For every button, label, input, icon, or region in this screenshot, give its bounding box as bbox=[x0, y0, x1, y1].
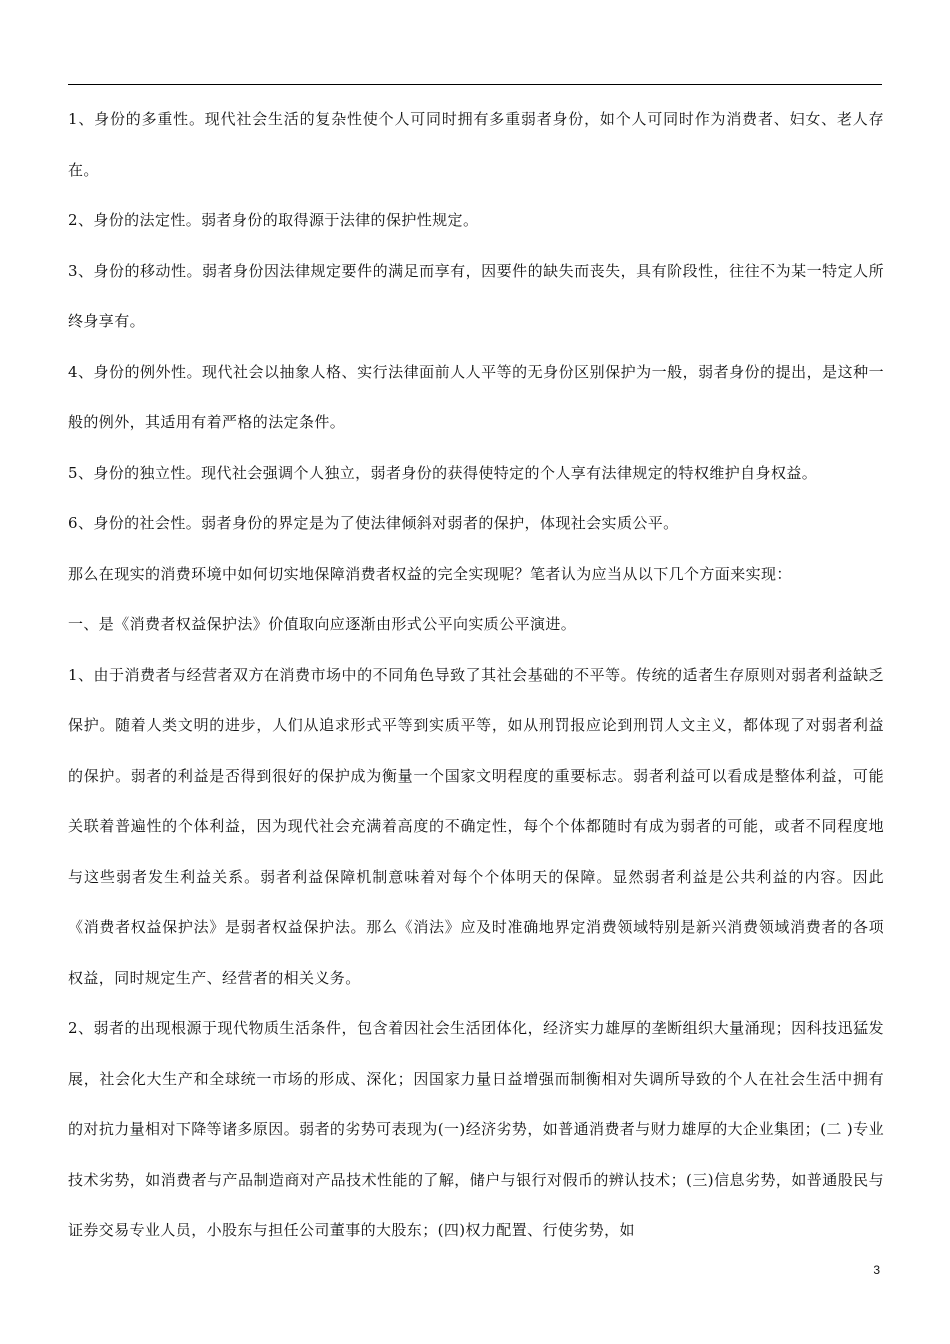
header-rule bbox=[68, 84, 882, 85]
paragraph-4: 4、身份的例外性。现代社会以抽象人格、实行法律面前人人平等的无身份区别保护为一般，弱者身份的提出，是这种一般的例外，其适用有着严格的法定条件。 bbox=[68, 362, 884, 431]
paragraph-10: 2、弱者的出现根源于现代物质生活条件，包含着因社会生活团体化，经济实力雄厚的垄断组织大量涌现；因科技迅猛发展，社会化大生产和全球统一市场的形成、深化；因国家力量日益增强而制衡相对失调所导致的个人在社会生活中拥有的对抗力量相对下降等诸多原因。弱者的劣势可表现为(一)经济劣势，如普通消费者与财力雄厚的大企业集团；(二 )专业技术劣势，如消费者与产品制造商对产品技术性能的了解，储户与银行对假币的辨认技术；(三)信息劣势，如普通股民与证券交易专业人员，小股东与担任公司董事的大股东；(四)权力配置、行使劣势，如 bbox=[68, 1019, 884, 1239]
paragraph-2: 2、身份的法定性。弱者身份的取得源于法律的保护性规定。 bbox=[68, 211, 479, 229]
paragraph-3: 3、身份的移动性。弱者身份因法律规定要件的满足而享有，因要件的缺失而丧失，具有阶段性，往往不为某一特定人所终身享有。 bbox=[68, 261, 884, 330]
paragraph-9: 1、由于消费者与经营者双方在消费市场中的不同角色导致了其社会基础的不平等。传统的适者生存原则对弱者利益缺乏保护。随着人类文明的进步，人们从追求形式平等到实质平等，如从刑罚报应论到刑罚人文主义，都体现了对弱者利益的保护。弱者的利益是否得到很好的保护成为衡量一个国家文明程度的重要标志。弱者利益可以看成是整体利益，可能关联着普遍性的个体利益，因为现代社会充满着高度的不确定性，每个个体都随时有成为弱者的可能，或者不同程度地与这些弱者发生利益关系。弱者利益保障机制意味着对每个个体明天的保障。显然弱者利益是公共利益的内容。因此《消费者权益保护法》是弱者权益保护法。那么《消法》应及时准确地界定消费领域特别是新兴消费领域消费者的各项权益，同时规定生产、经营者的相关义务。 bbox=[68, 665, 884, 987]
page-number: 3 bbox=[873, 1263, 880, 1277]
paragraph-1: 1、身份的多重性。现代社会生活的复杂性使个人可同时拥有多重弱者身份，如个人可同时作为消费者、妇女、老人存在。 bbox=[68, 110, 884, 179]
document-body bbox=[68, 94, 884, 1256]
paragraph-6: 6、身份的社会性。弱者身份的界定是为了使法律倾斜对弱者的保护，体现社会实质公平。 bbox=[68, 514, 679, 532]
paragraph-7: 那么在现实的消费环境中如何切实地保障消费者权益的完全实现呢？笔者认为应当从以下几个方面来实现： bbox=[68, 564, 792, 583]
section-heading-1: 一、是《消费者权益保护法》价值取向应逐渐由形式公平向实质公平演进。 bbox=[68, 615, 577, 633]
paragraph-5: 5、身份的独立性。现代社会强调个人独立，弱者身份的获得使特定的个人享有法律规定的特权维护自身权益。 bbox=[68, 463, 818, 482]
